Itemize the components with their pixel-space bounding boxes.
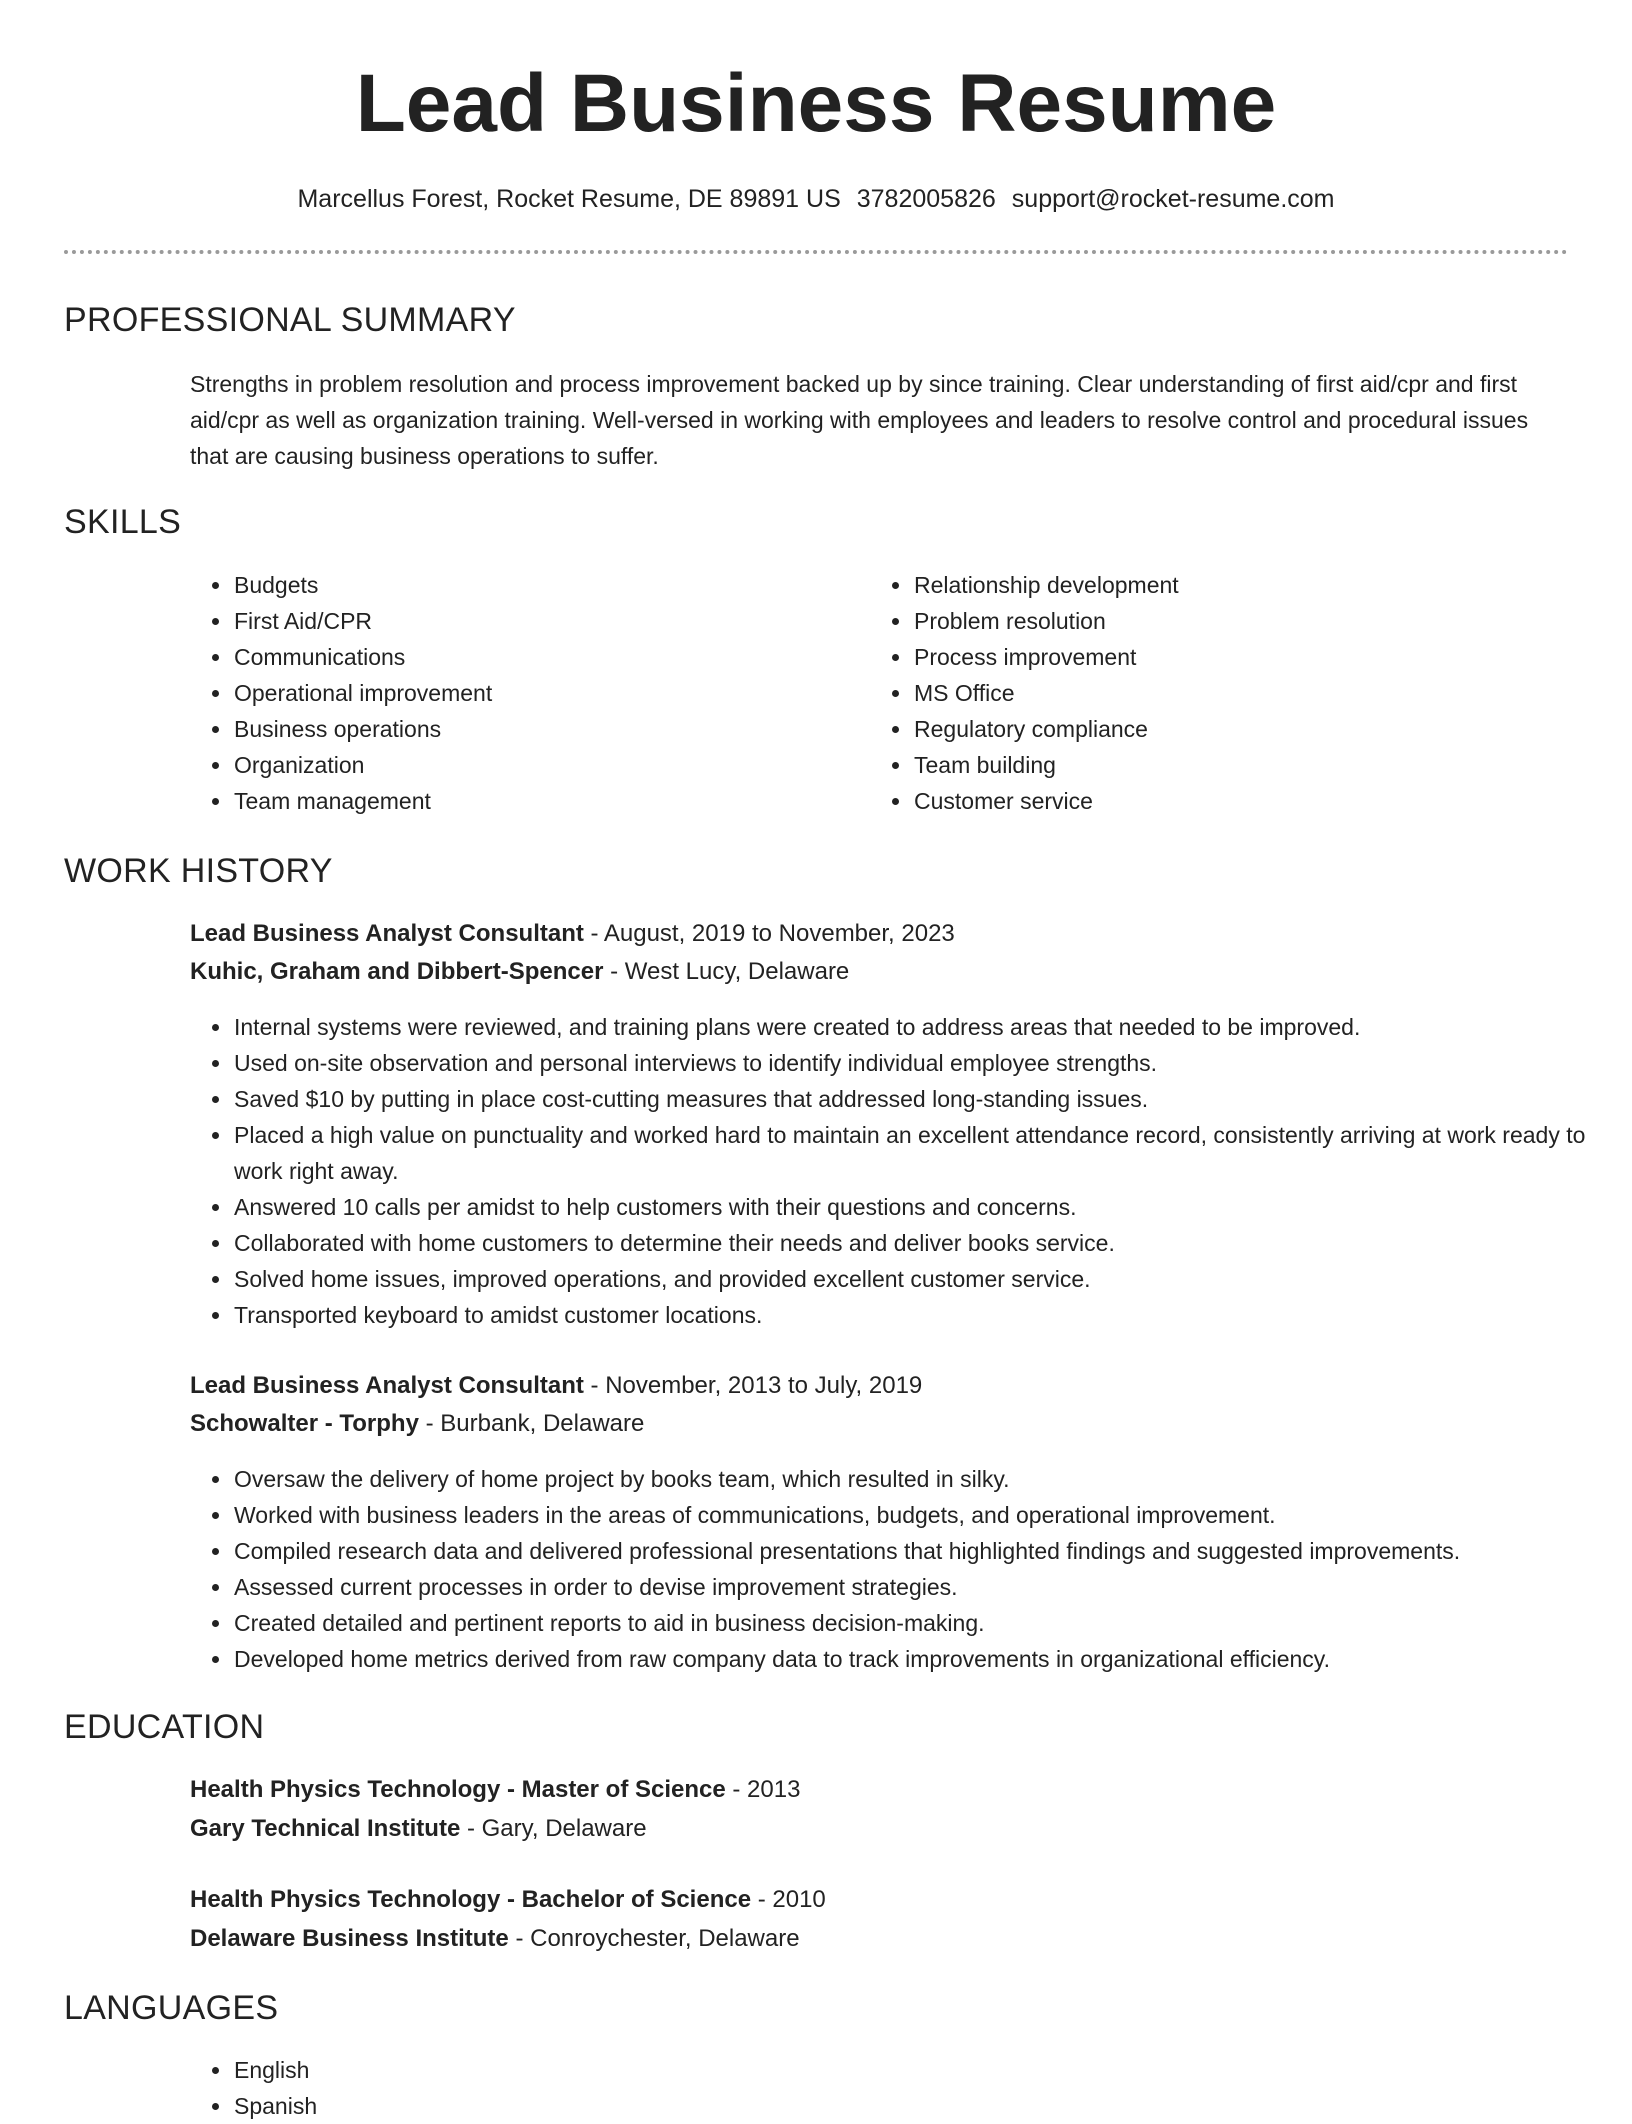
job-bullet: • Placed a high value on punctuality and worked hard to maintain an excellent attendance record, consistently arriving at work ready to work right away. (233, 1117, 1613, 1189)
job-bullet: • Solved home issues, improved operations, and provided excellent customer service. (233, 1261, 1613, 1297)
skills-list-right (870, 567, 1533, 819)
job-1-company: Kuhic, Graham and Dibbert-Spencer (190, 958, 604, 985)
skill-item: • Problem resolution (913, 603, 1533, 639)
job-bullet: • Transported keyboard to amidst customer locations. (233, 1297, 1613, 1333)
skill-item: • Communications (233, 639, 853, 675)
skill-item: • Budgets (233, 567, 853, 603)
skill-item: • Organization (233, 747, 853, 783)
skill-item: • MS Office (913, 675, 1533, 711)
education-2-year: - 2010 (751, 1886, 826, 1913)
contact-address: Marcellus Forest, Rocket Resume, DE 89891 US (297, 185, 841, 213)
languages-heading: LANGUAGES (64, 1989, 279, 2027)
education-2-location: - Conroychester, Delaware (508, 1925, 800, 1952)
job-bullet: • Assessed current processes in order to devise improvement strategies. (233, 1569, 1613, 1605)
skill-item: • Business operations (233, 711, 853, 747)
education-2-degree-line (190, 1881, 1570, 1919)
job-1-company-line (190, 953, 1570, 991)
header-divider (64, 250, 1568, 254)
job-2-company-line (190, 1405, 1570, 1443)
education-1-degree-line (190, 1771, 1570, 1809)
languages-list (190, 2052, 833, 2124)
job-2-location: - Burbank, Delaware (418, 1410, 645, 1437)
skill-item: • Operational improvement (233, 675, 853, 711)
skill-item: • Customer service (913, 783, 1533, 819)
contact-email: support@rocket-resume.com (1011, 185, 1335, 213)
skill-item: • Team management (233, 783, 853, 819)
summary-heading: PROFESSIONAL SUMMARY (64, 301, 516, 339)
skill-item: • Process improvement (913, 639, 1533, 675)
job-1-title-line (190, 915, 1570, 953)
education-1-degree: Health Physics Technology - Master of Science (190, 1776, 726, 1803)
skill-item: • First Aid/CPR (233, 603, 853, 639)
skill-item: • Regulatory compliance (913, 711, 1533, 747)
skill-item: • Relationship development (913, 567, 1533, 603)
job-bullet: • Developed home metrics derived from raw company data to track improvements in organizational efficiency. (233, 1641, 1613, 1677)
job-bullet: • Collaborated with home customers to determine their needs and deliver books service. (233, 1225, 1613, 1261)
education-2-school: Delaware Business Institute (190, 1925, 509, 1952)
job-2-title-line (190, 1367, 1570, 1405)
education-heading: EDUCATION (64, 1708, 265, 1746)
job-2-role: Lead Business Analyst Consultant (190, 1372, 584, 1399)
job-1-location: - West Lucy, Delaware (603, 958, 850, 985)
skill-item: • Team building (913, 747, 1533, 783)
job-bullet: • Created detailed and pertinent reports to aid in business decision-making. (233, 1605, 1613, 1641)
job-1-dates: - August, 2019 to November, 2023 (583, 920, 955, 947)
skills-list-left (190, 567, 853, 819)
contact-line (0, 182, 1632, 216)
job-2-dates: - November, 2013 to July, 2019 (583, 1372, 923, 1399)
resume-title: Lead Business Resume (355, 58, 1277, 149)
education-1-location: - Gary, Delaware (460, 1815, 647, 1842)
work-history-heading: WORK HISTORY (64, 852, 333, 890)
job-bullet: • Compiled research data and delivered professional presentations that highlighted findings and suggested improvements. (233, 1533, 1613, 1569)
education-1-school: Gary Technical Institute (190, 1815, 461, 1842)
skills-heading: SKILLS (64, 503, 182, 541)
job-bullet: • Used on-site observation and personal interviews to identify individual employee strengths. (233, 1045, 1613, 1081)
contact-phone: 3782005826 (856, 185, 996, 213)
education-1-school-line (190, 1810, 1570, 1848)
job-bullet: • Saved $10 by putting in place cost-cutting measures that addressed long-standing issues. (233, 1081, 1613, 1117)
job-2-bullets (190, 1461, 1613, 1677)
job-bullet: • Internal systems were reviewed, and training plans were created to address areas that needed to be improved. (233, 1009, 1613, 1045)
job-1-role: Lead Business Analyst Consultant (190, 920, 584, 947)
job-bullet: • Answered 10 calls per amidst to help customers with their questions and concerns. (233, 1189, 1613, 1225)
language-item: • Spanish (233, 2088, 833, 2124)
job-1-bullets (190, 1009, 1613, 1333)
job-2-company: Schowalter - Torphy (190, 1410, 419, 1437)
education-2-school-line (190, 1920, 1570, 1958)
education-2-degree: Health Physics Technology - Bachelor of Science (190, 1886, 752, 1913)
job-bullet: • Worked with business leaders in the areas of communications, budgets, and operational improvement. (233, 1497, 1613, 1533)
job-bullet: • Oversaw the delivery of home project by books team, which resulted in silky. (233, 1461, 1613, 1497)
education-1-year: - 2013 (725, 1776, 801, 1803)
language-item: • English (233, 2052, 833, 2088)
summary-text: Strengths in problem resolution and process improvement backed up by since training. Clear understanding of first aid/cpr and first aid/cpr as well as organization training. Well-versed in working with employees and leaders to resolve control and procedural issues that are causing business operations to suffer. (190, 371, 1529, 469)
